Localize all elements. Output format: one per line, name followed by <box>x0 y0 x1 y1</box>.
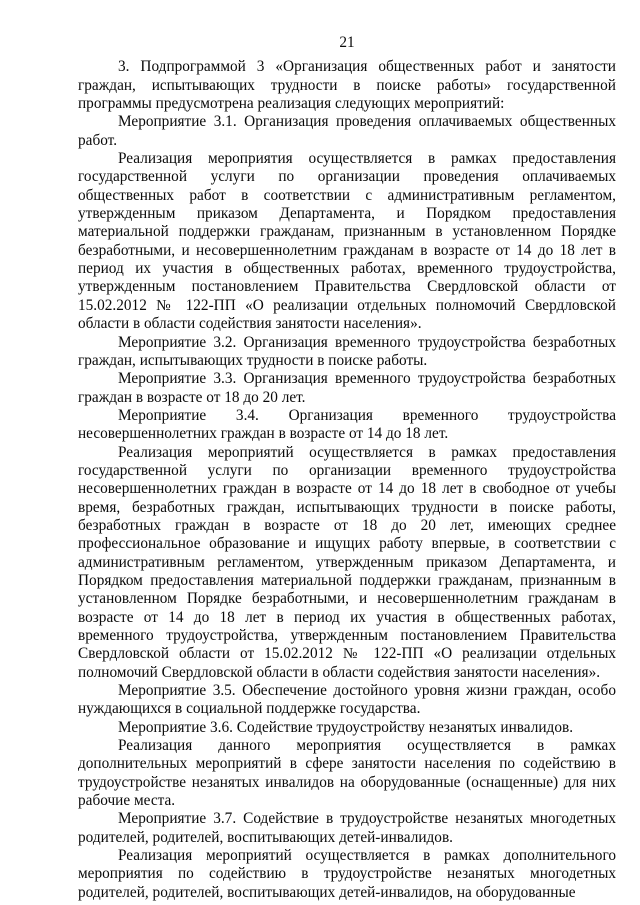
paragraph-measure-3-7-implementation: Реализация мероприятий осуществляется в рамках дополнительного мероприятия по содействию в трудоустройстве незанятых многодетных родителей, родителей, воспитывающих детей-инвалидов, на оборудованные <box>78 847 616 901</box>
paragraph-measure-3-5: Мероприятие 3.5. Обеспечение достойного уровня жизни граждан, особо нуждающихся в социальной поддержке государства. <box>78 682 616 718</box>
paragraph-measure-3-3: Мероприятие 3.3. Организация временного трудоустройства безработных граждан в возрасте от 18 до 20 лет. <box>78 370 616 406</box>
paragraph-measure-3-7: Мероприятие 3.7. Содействие в трудоустройстве незанятых многодетных родителей, родителей, воспитывающих детей-инвалидов. <box>78 810 616 846</box>
paragraph-measure-3-6: Мероприятие 3.6. Содействие трудоустройству незанятых инвалидов. <box>118 718 574 736</box>
paragraph-measure-3-1-implementation: Реализация мероприятия осуществляется в рамках предоставления государственной услуги по организации проведения оплачиваемых общественных работ в соответствии с административным регламентом, утвержденным приказом Департамента, и Порядком предоставления материальной поддержки гражданам, признанным в установленном Порядке безработными, и несовершеннолетним гражданам в возрасте от 14 до 18 лет в период их участия в общественных работах, временного трудоустройства, утвержденным постановлением Правительства Свердловской области от 15.02.2012 № 122-ПП «О реализации отдельных полномочий Свердловской области в области содействия занятости населения». <box>78 150 616 333</box>
paragraph-subprogram-3-intro: 3. Подпрограммой 3 «Организация общественных работ и занятости граждан, испытывающих трудности в поиске работы» государственной программы предусмотрена реализация следующих мероприятий: <box>78 58 616 113</box>
page-number: 21 <box>339 34 355 51</box>
paragraph-measure-3-6-implementation: Реализация данного мероприятия осуществляется в рамках дополнительных мероприятий в сфере занятости населения по содействию в трудоустройстве незанятых инвалидов на оборудованные (оснащенные) для них рабочие места. <box>78 737 616 810</box>
paragraph-measure-3-1: Мероприятие 3.1. Организация проведения оплачиваемых общественных работ. <box>78 113 616 149</box>
paragraph-measure-3-4: Мероприятие 3.4. Организация временного трудоустройства несовершеннолетних граждан в возрасте от 14 до 18 лет. <box>78 406 616 443</box>
paragraph-measure-3-2: Мероприятие 3.2. Организация временного трудоустройства безработных граждан, испытывающих трудности в поиске работы. <box>78 333 616 369</box>
paragraph-measures-3-2-3-4-implementation: Реализация мероприятий осуществляется в рамках предоставления государственной услуги по организации временного трудоустройства несовершеннолетних граждан в возрасте от 14 до 18 лет в свободное от учебы время, безработных граждан, испытывающих трудности в поиске работы, безработных граждан в возрасте от 18 до 20 лет, имеющих среднее профессиональное образование и ищущих работу впервые, в соответствии с административным регламентом, утвержденным приказом Департамента, и Порядком предоставления материальной поддержки гражданам, признанным в установленном Порядке безработными, и несовершеннолетним гражданам в возрасте от 14 до 18 лет в период их участия в общественных работах, временного трудоустройства, утвержденным постановлением Правительства Свердловской области от 15.02.2012 № 122-ПП «О реализации отдельных полномочий Свердловской области в области содействия занятости населения». <box>78 443 616 681</box>
